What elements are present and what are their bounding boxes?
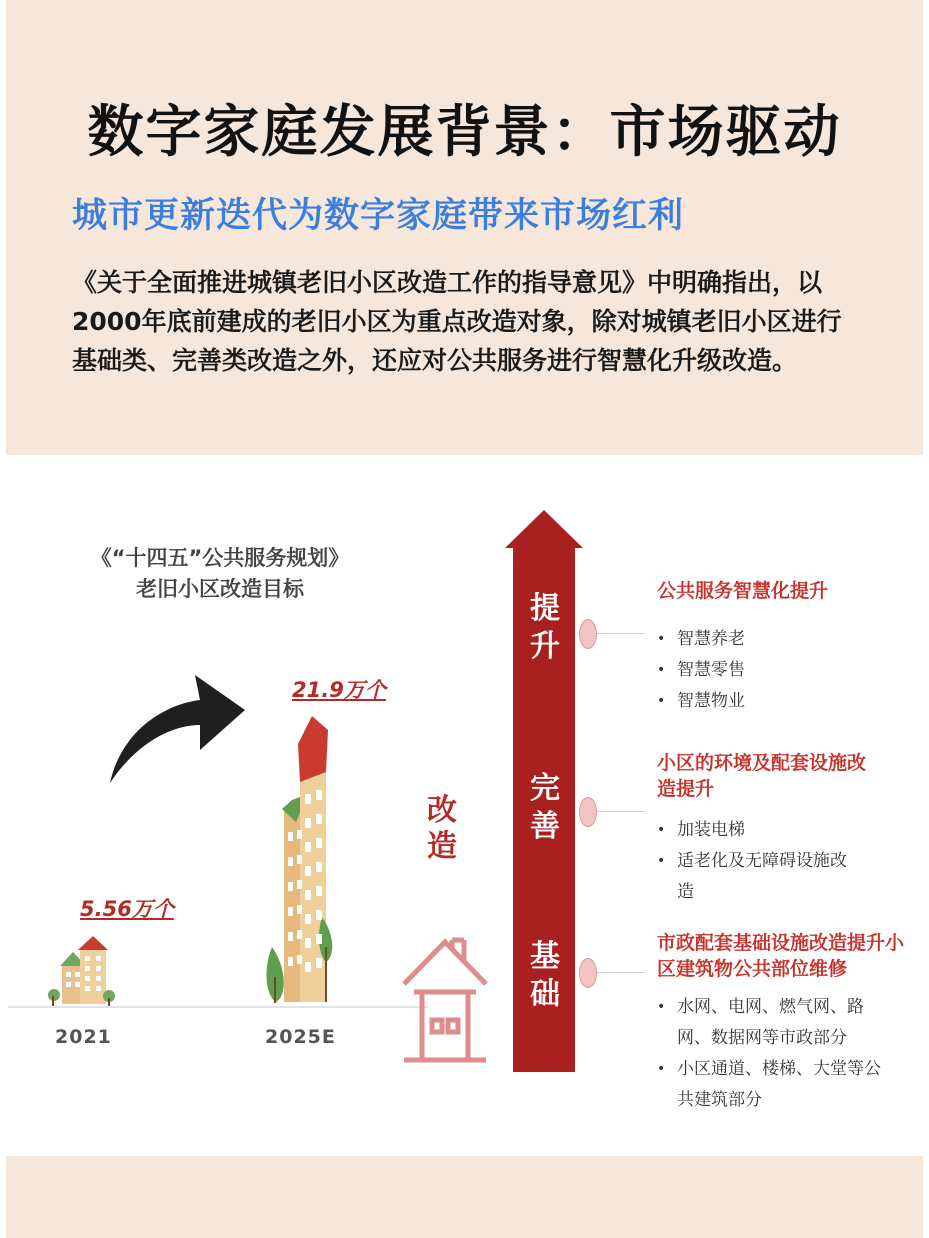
intro-paragraph: 《关于全面推进城镇老旧小区改造工作的指导意见》中明确指出，以2000年底前建成的老旧小区为重点改造对象，除对城镇老旧小区进行基础类、完善类改造之外，还应对公共服务进行智慧化升级改造。 <box>72 268 842 375</box>
list-item: • 适老化及无障碍设施改造 <box>655 846 855 908</box>
footer-panel <box>6 1156 923 1238</box>
stage-label-improve: 完善 <box>530 771 560 844</box>
list-item: • 水网、电网、燃气网、路网、数据网等市政部分 <box>655 992 895 1054</box>
stage-dot-upgrade <box>579 619 597 649</box>
section-heading-upgrade: 公共服务智慧化提升 <box>657 580 829 602</box>
year-label-2025: 2025E <box>265 1026 336 1048</box>
list-item: • 智慧零售 <box>655 655 915 686</box>
growth-arrow-icon <box>100 655 250 790</box>
stage-connector-basic <box>597 972 645 973</box>
list-item: • 小区通道、楼梯、大堂等公共建筑部分 <box>655 1054 895 1116</box>
chart-baseline <box>8 1006 428 1008</box>
list-item: • 智慧养老 <box>655 624 915 655</box>
value-label-2021: 5.56万个 <box>80 897 174 921</box>
chart-title-line-1: 《“十四五”公共服务规划》 <box>90 546 350 570</box>
building-tall-icon <box>262 712 342 1007</box>
chart-title <box>60 543 380 605</box>
list-item: • 智慧物业 <box>655 686 915 717</box>
stage-label-basic: 基础 <box>530 939 560 1012</box>
value-label-2025: 21.9万个 <box>292 678 386 702</box>
stage-dot-basic <box>579 958 597 988</box>
stage-connector-upgrade <box>597 633 645 634</box>
bullet-list-upgrade <box>655 624 915 717</box>
stage-dot-improve <box>579 797 597 827</box>
building-small-icon <box>46 930 116 1008</box>
house-icon <box>400 936 490 1064</box>
section-heading-basic: 市政配套基础设施改造提升小区建筑物公共部位维修 <box>657 932 905 980</box>
section-heading-improve: 小区的环境及配套设施改造提升 <box>657 752 867 800</box>
renovation-label: 改造 <box>427 793 457 864</box>
list-item: • 加装电梯 <box>655 815 855 846</box>
stage-connector-improve <box>597 811 645 812</box>
page-subtitle: 城市更新迭代为数字家庭带来市场红利 <box>72 196 685 236</box>
bullet-list-basic <box>655 992 895 1116</box>
year-label-2021: 2021 <box>55 1026 112 1048</box>
bullet-list-improve <box>655 815 855 908</box>
stage-label-upgrade: 提升 <box>530 591 560 664</box>
chart-title-line-2: 老旧小区改造目标 <box>136 577 304 601</box>
page-title: 数字家庭发展背景：市场驱动 <box>87 100 842 165</box>
